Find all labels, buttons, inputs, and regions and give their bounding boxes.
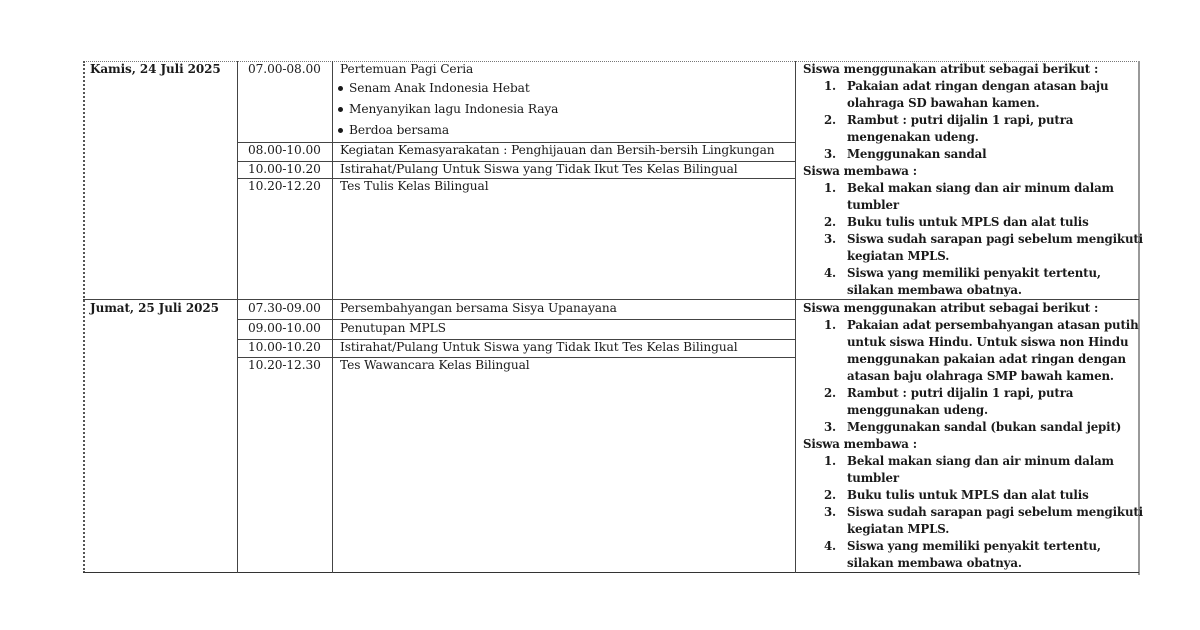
attributes-list <box>803 78 1143 163</box>
slot-activity: Pertemuan Pagi Ceria <box>340 62 474 76</box>
item-line: Siswa yang memiliki penyakit tertentu, <box>847 539 1101 553</box>
item-line: Buku tulis untuk MPLS dan alat tulis <box>847 488 1089 502</box>
item-line: untuk siswa Hindu. Untuk siswa non Hindu <box>847 335 1129 349</box>
slot-time: 10.20-12.30 <box>248 358 321 372</box>
attributes-list <box>803 317 1143 436</box>
item-line: menggunakan pakaian adat ringan dengan <box>847 352 1126 366</box>
bring-item <box>803 214 1143 231</box>
bullet-icon <box>338 86 343 91</box>
slot-activity: Istirahat/Pulang Untuk Siswa yang Tidak Ikut Tes Kelas Bilingual <box>340 162 738 176</box>
item-number: 2. <box>824 215 837 229</box>
attributes-item <box>803 112 1143 146</box>
notes-cell <box>803 61 1143 299</box>
attributes-item <box>803 385 1143 419</box>
item-line: olahraga SD bawahan kamen. <box>847 96 1040 110</box>
bring-item <box>803 265 1143 299</box>
notes-cell <box>803 300 1143 572</box>
activity-bullet-item <box>337 120 558 141</box>
item-line: Bekal makan siang dan air minum dalam <box>847 181 1114 195</box>
schedule-table <box>83 61 1144 573</box>
bring-list <box>803 453 1143 572</box>
item-number: 3. <box>824 147 837 161</box>
bullet-text: Menyanyikan lagu Indonesia Raya <box>349 102 559 116</box>
bring-item <box>803 453 1143 487</box>
bring-item <box>803 180 1143 214</box>
slot-time: 10.20-12.20 <box>248 179 321 193</box>
column-divider-time-activity <box>332 61 333 573</box>
attributes-item <box>803 317 1143 385</box>
item-number: 4. <box>824 539 837 553</box>
activity-bullet-item <box>337 78 558 99</box>
attributes-item <box>803 419 1143 436</box>
attributes-heading: Siswa menggunakan atribut sebagai berikut : <box>803 62 1099 76</box>
bring-item <box>803 487 1143 504</box>
bring-item <box>803 504 1143 538</box>
item-number: 1. <box>824 454 837 468</box>
item-line: Pakaian adat ringan dengan atasan baju <box>847 79 1109 93</box>
item-number: 1. <box>824 318 837 332</box>
item-line: Siswa sudah sarapan pagi sebelum mengikuti <box>847 232 1144 246</box>
item-line: Pakaian adat persembahyangan atasan putih <box>847 318 1139 332</box>
activity-bullet-list <box>337 78 558 141</box>
item-number: 2. <box>824 488 837 502</box>
activity-bullet-item <box>337 99 558 120</box>
item-line: tumbler <box>847 471 899 485</box>
item-line: silakan membawa obatnya. <box>847 283 1022 297</box>
column-divider-day-time <box>237 61 238 573</box>
slot-activity: Tes Wawancara Kelas Bilingual <box>340 358 530 372</box>
slot-activity: Istirahat/Pulang Untuk Siswa yang Tidak Ikut Tes Kelas Bilingual <box>340 340 738 354</box>
bring-heading: Siswa membawa : <box>803 164 917 178</box>
item-number: 2. <box>824 386 837 400</box>
attributes-item <box>803 146 1143 163</box>
bullet-text: Senam Anak Indonesia Hebat <box>349 81 530 95</box>
bullet-text: Berdoa bersama <box>349 123 450 137</box>
bring-item <box>803 231 1143 265</box>
day-label: Kamis, 24 Juli 2025 <box>90 62 221 76</box>
day-label: Jumat, 25 Juli 2025 <box>90 301 219 315</box>
slot-activity: Tes Tulis Kelas Bilingual <box>340 179 489 193</box>
attributes-heading: Siswa menggunakan atribut sebagai berikut : <box>803 301 1099 315</box>
bullet-icon <box>338 107 343 112</box>
item-number: 4. <box>824 266 837 280</box>
table-border-left <box>83 61 85 573</box>
slot-activity: Kegiatan Kemasyarakatan : Penghijauan dan Bersih-bersih Lingkungan <box>340 143 775 157</box>
item-line: atasan baju olahraga SMP bawah kamen. <box>847 369 1114 383</box>
item-number: 2. <box>824 113 837 127</box>
slot-time: 09.00-10.00 <box>248 321 321 335</box>
slot-activity: Penutupan MPLS <box>340 321 446 335</box>
bring-list <box>803 180 1143 299</box>
item-line: mengenakan udeng. <box>847 130 979 144</box>
item-line: Buku tulis untuk MPLS dan alat tulis <box>847 215 1089 229</box>
bring-item <box>803 538 1143 572</box>
attributes-item <box>803 78 1143 112</box>
slot-time: 07.00-08.00 <box>248 62 321 76</box>
item-line: Siswa yang memiliki penyakit tertentu, <box>847 266 1101 280</box>
bullet-icon <box>338 128 343 133</box>
item-line: Menggunakan sandal <box>847 147 987 161</box>
item-line: Rambut : putri dijalin 1 rapi, putra <box>847 113 1074 127</box>
item-number: 3. <box>824 505 837 519</box>
item-line: silakan membawa obatnya. <box>847 556 1022 570</box>
item-line: Bekal makan siang dan air minum dalam <box>847 454 1114 468</box>
slot-time: 10.00-10.20 <box>248 340 321 354</box>
column-divider-activity-notes <box>795 61 796 573</box>
bring-heading: Siswa membawa : <box>803 437 917 451</box>
table-border-bottom <box>83 572 1139 573</box>
item-line: kegiatan MPLS. <box>847 249 950 263</box>
slot-time: 07.30-09.00 <box>248 301 321 315</box>
item-line: Siswa sudah sarapan pagi sebelum mengikuti <box>847 505 1144 519</box>
item-number: 1. <box>824 181 837 195</box>
item-line: kegiatan MPLS. <box>847 522 950 536</box>
slot-time: 08.00-10.00 <box>248 143 321 157</box>
item-number: 1. <box>824 79 837 93</box>
item-line: tumbler <box>847 198 899 212</box>
item-line: Menggunakan sandal (bukan sandal jepit) <box>847 420 1122 434</box>
slot-time: 10.00-10.20 <box>248 162 321 176</box>
item-number: 3. <box>824 232 837 246</box>
item-line: Rambut : putri dijalin 1 rapi, putra <box>847 386 1074 400</box>
item-line: menggunakan udeng. <box>847 403 988 417</box>
item-number: 3. <box>824 420 837 434</box>
slot-activity: Persembahyangan bersama Sisya Upanayana <box>340 301 617 315</box>
